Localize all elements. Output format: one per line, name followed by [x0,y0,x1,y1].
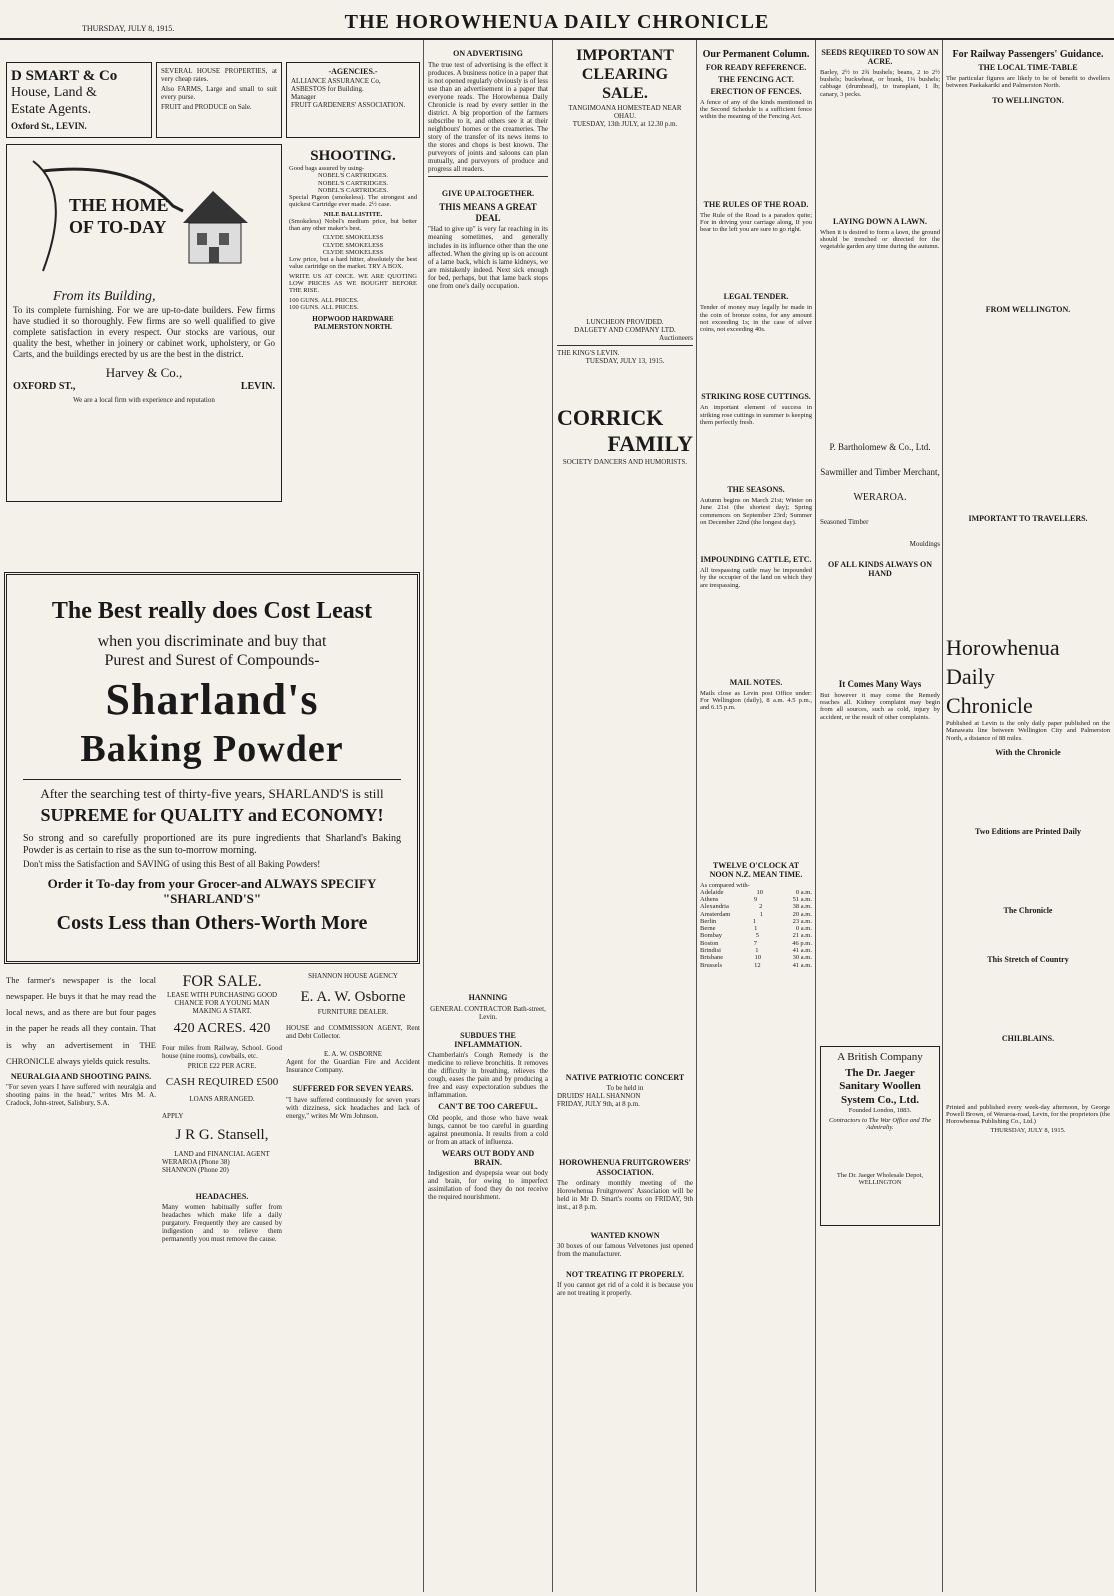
corrick-name-1: CORRICK [557,404,664,430]
shooting-line-3: NOBEL'S CARTRIDGES. [317,186,389,194]
time-row [700,962,812,969]
giveup-body: "Had to give up" is very far reaching in its meaning sometimes, and generally includes in its influence other than the one affected. When the giving up is on account of a lame back, which is lame kidneys, we are mistakenly indeed. Next sick enough for bed, perhaps, but that lame back stops one from one's daily occupation. [428,225,548,290]
railway-column [946,46,1110,1586]
smart-sub2: Estate Agents. [11,101,92,117]
railway-travellers: IMPORTANT TO TRAVELLERS. [968,514,1088,524]
sharlands-test: After the searching test of thirty-five years, SHARLAND'S is still [40,785,384,801]
time-cell: 23 a.m. [792,917,812,925]
home-address: OXFORD ST., [13,380,76,392]
neuralgia-head: NEURALGIA AND SHOOTING PAINS. [10,1071,152,1081]
time-cell: 1 [755,946,759,954]
time-cell: Berne [700,925,716,933]
bartholomew-weraroa: WERAROA. [853,491,907,503]
inflammation-head: SUBDUES THE INFLAMMATION. [454,1030,522,1049]
jaeger-depot: The Dr. Jaeger Wholesale Depot, WELLINGTON [836,1171,924,1186]
impounding-body: All trespassing cattle may be impounded by the occupier of the land on which they are trespassing. [700,567,812,589]
time-cell: 20 a.m. [792,910,812,918]
time-row [700,918,812,925]
home-subtitle: From its Building, [53,288,156,304]
time-cell: Bombay [700,932,723,940]
growers-body: The ordinary monthly meeting of the Horowhenua Fruitgrowers' Association will be held in Mr D. Smart's rooms on FRIDAY, 9th inst., at 8 p.m. [557,1178,693,1211]
shooting-line-11: WRITE US AT ONCE. WE ARE QUOTING LOW PRICES AS WE BOUGHT BEFORE THE RISE. [289,272,417,295]
forsale-acres: 420 ACRES. 420 [173,1021,271,1037]
shooting-line-7: CLYDE SMOKELESS [322,234,384,242]
chronicle-the: The Chronicle [1003,906,1053,916]
shooting-line-10: Low price, but a hard hitter, absolutely the best value cartridge on the market. TRY A BOX. [289,256,417,271]
time-cell: Brussels [700,961,723,969]
forsale-head: FOR SALE. [182,973,262,990]
clearing-auctioneers: Auctioneers [659,333,693,342]
inflammation-body: Chamberlain's Cough Remedy is the medicine to relieve bronchitis. It removes the difficulty in breathing, relieves the cough, eases the pain and by producing a free and easy expectoration subdues the inflammation. [428,1051,548,1100]
time-cell: 46 p.m. [792,939,812,947]
smart-address: Oxford St., LEVIN. [11,120,87,131]
seven-years-body: "I have suffered continuously for seven years with dizziness, sick headaches and lack of energy," writes Mr Wm Johnson. [286,1095,420,1120]
column-divider [942,40,943,1592]
seeds-column [820,46,940,1226]
time-cell: 7 [753,939,757,947]
time-row [700,947,812,954]
time-head: TWELVE O'CLOCK AT NOON N.Z. MEAN TIME. [709,860,803,879]
shooting-line-12: 100 GUNS. ALL PRICES. [289,296,359,304]
ways-article [820,676,940,996]
jaeger-company: The Dr. Jaeger Sanitary Woollen System Co., Ltd. [839,1067,921,1106]
shooting-line-9: CLYDE SMOKELESS [322,248,384,256]
smart-ad [6,62,152,138]
seeds-head: SEEDS REQUIRED TO SOW AN ACRE. [821,48,939,66]
newspaper-title: THE HOROWHENUA DAILY CHRONICLE [344,11,770,33]
forsale-loans: LOANS ARRANGED. [189,1095,255,1104]
masthead [0,0,1114,40]
chronicle-stretch: This Stretch of Country [987,955,1069,965]
properties-text-1: SEVERAL HOUSE PROPERTIES, at very cheap rates. [161,67,277,84]
properties-text-3: FRUIT and PRODUCE on Sale. [161,103,252,112]
newspaper-body: The farmer's newspaper is the local newspaper. He buys it that he may read the local news, and as there are but four pages in the paper he reads all they contain. That is why an advertisement in THE CHRONICLE always yields quick results. [6,975,156,1066]
time-row [700,903,812,910]
time-cell: 21 a.m. [792,932,812,940]
bartholomew-mouldings: Mouldings [909,539,940,548]
time-cell: 30 a.m. [792,954,812,962]
hanning-head: HANNING [468,993,508,1002]
sharlands-line-2: when you discriminate and buy that [97,632,327,650]
giveup-head: GIVE UP ALTOGETHER. [441,189,535,199]
clearing-luncheon: LUNCHEON PROVIDED. [586,317,664,326]
sharlands-product: Baking Powder [23,727,401,780]
time-cell: 9 [753,896,758,904]
time-cell: 1 [754,925,758,933]
remedy-column [428,990,548,1530]
home-title-2: OF TO-DAY [69,217,167,237]
railway-head: For Railway Passengers' Guidance. [952,49,1104,60]
time-cell: 1 [759,910,764,918]
shooting-head: SHOOTING. [310,148,396,164]
sharlands-order: Order it To-day from your Grocer-and ALWAYS SPECIFY "SHARLAND'S" [47,875,377,907]
road-body: The Rule of the Road is a paradox quite; For in driving your carriage along, If you bear to the left you are sure to go right. [700,211,812,234]
corrick-date: TUESDAY, JULY 13, 1915. [585,356,665,365]
wears-head: WEARS OUT BODY AND BRAIN. [441,1148,535,1167]
chronicle-chilblains: CHILBLAINS. [1001,1033,1055,1043]
railway-from-wellington: FROM WELLINGTON. [985,305,1071,315]
osborne-agency: SHANNON HOUSE AGENCY [308,972,398,980]
corrick-society: SOCIETY DANCERS AND HUMORISTS. [562,457,688,466]
railway-sub: THE LOCAL TIME-TABLE [978,63,1078,72]
corrick-name-2: FAMILY [607,431,693,457]
time-row [700,911,812,918]
time-row [700,925,812,932]
railway-body: The particular figures are likely to be of benefit to dwellers between Paekakariki and Palmerston North. [946,74,1110,90]
chronicle-imprint-date: THURSDAY, JULY 8, 1915. [990,1127,1066,1135]
seasons-body: Autumn begins on March 21st; Winter on June 21st (the shortest day); Spring commences on September 23rd; Summer on December 22nd (the longest day). [700,497,812,526]
time-cell: 41 a.m. [792,946,812,954]
column-divider [696,40,697,1592]
osborne-commission: HOUSE and COMMISSION AGENT, Rent and Debt Collector. [286,1024,420,1041]
lawn-body: When it is desired to form a lawn, the ground should be trenched or directed for the vegetable garden any time during the autumn. [820,228,940,251]
agencies-head: -AGENCIES.- [328,67,378,76]
reference-body: A fence of any of the kinds mentioned in the Second Schedule is a sufficient fence within the meaning of the Fencing Act. [700,98,812,121]
agencies-line-1: ALLIANCE ASSURANCE Co, [291,76,381,85]
shooting-line-4: Special Pigeon (smokeless). The strongest and quickest Cartridge ever made. 2½ case. [289,194,417,209]
clearing-date: TUESDAY, 13th JULY, at 12.30 p.m. [572,119,678,128]
home-tagline: We are a local firm with experience and reputation [73,395,215,404]
notproperly-body: If you cannot get rid of a cold it is because you are not treating it properly. [557,1281,693,1298]
time-row [700,954,812,961]
careful-body: Old people, and those who have weak lungs, cannot be too careful in guarding against pneumonia. It results from a cold or from an attack of influenza. [428,1113,548,1146]
agencies-line-4: FRUIT GARDENERS' ASSOCIATION. [291,100,406,109]
time-cell: 2 [759,903,763,911]
careful-head: CAN'T BE TOO CAREFUL. [438,1102,538,1112]
sharlands-supreme: SUPREME for QUALITY and ECONOMY! [40,805,384,826]
shooting-line-15: PALMERSTON NORTH. [314,323,392,332]
home-of-today-ad [6,144,282,502]
seven-years-head: SUFFERED FOR SEVEN YEARS. [292,1084,414,1094]
sharlands-brand: Sharland's [105,675,319,725]
forsale-agent: LAND and FINANCIAL AGENT [174,1149,270,1158]
time-cell: 0 a.m. [795,925,812,933]
notices-column [557,1070,693,1570]
time-row [700,889,812,896]
sharlands-ad [4,572,420,964]
shooting-line-14: HOPWOOD HARDWARE [312,315,394,324]
sharlands-strong: So strong and so carefully proportioned are its pure ingredients that Sharland's Baking Powder is as certain to rise as the sun to-morrow morning. [23,832,401,856]
osborne-guardian: Agent for the Guardian Fire and Accident Insurance Company. [286,1058,420,1075]
time-table [700,889,812,969]
shooting-line-13: 100 GUNS. ALL PRICES. [289,303,359,311]
jaeger-founded: Founded London, 1883. [848,1106,912,1114]
sharlands-saving: Don't miss the Satisfaction and SAVING of using this Best of all Baking Powders! [23,858,321,869]
time-cell: Boston [700,939,719,947]
wanted-body: 30 boxes of our famous Velvetones just opened from the manufacturer. [557,1242,693,1259]
agencies-line-3: Manager [291,92,316,101]
reference-sub: FOR READY REFERENCE. [705,63,807,72]
smart-name: D SMART & Co [11,68,118,84]
chronicle-editions: Two Editions are Printed Daily [975,827,1081,837]
time-cell: 10 [756,888,763,896]
forsale-line-1: LEASE WITH PURCHASING GOOD CHANCE FOR A YOUNG MAN MAKING A START. [166,991,278,1016]
ways-head: It Comes Many Ways [838,679,922,689]
growers-head: HOROWHENUA FRUITGROWERS' ASSOCIATION. [559,1158,691,1177]
hanning-sub: GENERAL CONTRACTOR Bath-street, Levin. [430,1004,546,1021]
lawn-head: LAYING DOWN A LAWN. [833,216,927,226]
bartholomew-kinds: OF ALL KINDS ALWAYS ON HAND [827,559,933,579]
osborne-dealer: FURNITURE DEALER. [317,1008,389,1017]
time-cell: 51 a.m. [792,896,812,904]
corrick-venue: THE KING'S LEVIN. [557,348,620,357]
chronicle-with: With the Chronicle [995,747,1061,757]
jaeger-british: A British Company [837,1051,923,1063]
seeds-body: Barley, 2½ to 2¾ bushels; beans, 2 to 2½ bushels; buckwheat, or brank, 1¼ bushels; cabbage (drumhead), to transplant, 1 lb; canary, 3 pecks. [820,68,940,98]
forsale-firm: J R G. Stansell, [175,1126,269,1143]
time-cell: Brindisi [700,946,721,954]
shooting-line-6: (Smokeless) Nobel's medium price, but better than any other maker's best. [289,217,417,233]
sharlands-costs: Costs Less than Others-Worth More [56,911,368,934]
time-cell: 1 [752,917,757,925]
advertising-head: ON ADVERTISING [453,49,523,58]
time-cell: Adelaide [700,888,724,896]
jaeger-contractors: Contractors to The War Office and The Admiralty. [829,1117,931,1132]
reference-erection: ERECTION OF FENCES. [710,86,802,96]
mail-body: Mails close as Levin post Office under: For Wellington (daily), 8 a.m. 4.5 p.m., and 6.15 p.m. [700,689,812,712]
time-cell: 12 [754,961,761,969]
forsale-line-2: Four miles from Railway, School. Good house (nine rooms), cowbails, etc. [162,1044,282,1061]
home-firm: Harvey & Co., [105,365,183,381]
time-sub: As compared with- [700,881,750,889]
forsale-apply: APPLY [162,1111,184,1120]
time-row [700,932,812,939]
reference-head: Our Permanent Column. [702,49,810,60]
column-divider [423,40,424,1592]
properties-ad [156,62,282,138]
advertising-column [428,46,548,586]
forsale-weraroa: WERAROA (Phone 38) [162,1157,230,1166]
properties-text-2: Also FARMS, Large and small to suit every purse. [161,85,277,102]
newspaper-article [6,972,156,1312]
shooting-line-1: NOBEL'S CARTRIDGES. [317,172,389,180]
sharlands-headline: The Best really does Cost Least [51,598,373,624]
time-cell: Brisbane [700,954,724,962]
forsale-shannon: SHANNON (Phone 20) [162,1165,229,1174]
patriotic-head: NATIVE PATRIOTIC CONCERT [565,1073,685,1082]
time-cell: 38 a.m. [792,903,812,911]
clearing-head: IMPORTANT CLEARING SALE. [576,47,674,103]
road-head: THE RULES OF THE ROAD. [703,199,809,209]
clearing-company: DALGETY AND COMPANY LTD. [574,325,676,334]
column-divider [815,40,816,1592]
headaches-body: Many women habitually suffer from headaches which make life a daily purgatory. Frequently they are caused by indigestion and to relieve them permanently you must remove the cause. [162,1203,282,1244]
time-row [700,940,812,947]
chronicle-name-3: Chronicle [946,692,1033,718]
shooting-line-5: NILE BALLISTITE. [323,210,383,218]
bartholomew-timber: Seasoned Timber [820,517,869,526]
cuttings-body: An important element of success in striking rose cuttings in summer is keeping them perfectly fresh. [700,404,812,426]
time-cell: 5 [755,932,759,940]
seasons-head: THE SEASONS. [727,485,785,495]
time-row [700,896,812,903]
headaches-head: HEADACHES. [195,1191,249,1201]
forsale-price: PRICE £22 PER ACRE. [187,1062,257,1071]
time-cell: 41 a.m. [792,961,812,969]
shooting-ad [286,144,420,504]
clearing-sale-column [557,46,693,606]
chronicle-name-2: Daily [946,663,995,689]
time-cell: 10 [754,954,762,962]
home-title-1: THE HOME [69,195,169,215]
osborne-name-2: E. A. W. OSBORNE [324,1050,382,1059]
forsale-cash: CASH REQUIRED £500 [165,1076,279,1089]
time-cell: 0 a.m. [795,888,812,896]
patriotic-line-3: FRIDAY, JULY 9th, at 8 p.m. [557,1100,640,1109]
agencies-ad [286,62,420,138]
column-divider [552,40,553,1592]
giveup-sub: THIS MEANS A GREAT DEAL [439,201,537,223]
tender-body: Tender of money may legally be made in the coin of bronze coins, for any amount not exceeding 1s; in the case of silver coins, not exceeding 40s. [700,304,812,334]
chronicle-name-1: Horowhenua [946,635,1060,661]
time-cell: Athens [700,896,719,904]
smart-sub1: House, Land & [11,85,97,100]
osborne-ad [286,972,420,1272]
reference-fencing: THE FENCING ACT. [718,74,794,84]
chronicle-body: Published at Levin is the only daily paper published on the Manawatu line between Wellington City and Palmerston North, a distance of 88 miles. [946,720,1110,742]
agencies-line-2: ASBESTOS for Building. [291,84,364,93]
wears-body: Indigestion and dyspepsia wear out body and brain, for owing to imperfect assimilation of food they do not receive the required nourishment. [428,1169,548,1202]
home-town: LEVIN. [240,380,275,392]
shooting-line-2: NOBEL'S CARTRIDGES. [317,179,389,187]
patriotic-line-2: DRUIDS' HALL SHANNON [557,1092,641,1101]
time-cell: Amsterdam [700,910,731,918]
cuttings-head: STRIKING ROSE CUTTINGS. [701,392,811,402]
osborne-name: E. A. W. Osborne [300,989,406,1006]
forsale-ad [162,972,282,1432]
notproperly-head: NOT TREATING IT PROPERLY. [566,1270,684,1280]
ways-body: But however it may come the Remedy reaches all. Kidney complaint may begin from all sources, such as cold, injury by accident, or the result of other complaints. [820,691,940,721]
shooting-line-8: CLYDE SMOKELESS [322,241,384,249]
bartholomew-role: Sawmiller and Timber Merchant, [820,466,940,477]
patriotic-line-1: To be held in [606,1084,644,1093]
reference-column [700,46,812,1226]
masthead-rule [0,38,1114,40]
bartholomew-name: P. Bartholomew & Co., Ltd. [829,442,931,452]
shooting-intro: Good bags assured by using- [289,165,365,172]
neuralgia-body: "For seven years I have suffered with neuralgia and shooting pains in the head," writes Mrs M. A. Cradock, John-street, Salisbury, S.A. [6,1083,156,1108]
jaeger-ad [820,1046,940,1226]
issue-date: THURSDAY, JULY 8, 1915. [82,24,175,33]
wanted-head: WANTED KNOWN [590,1230,660,1240]
mail-head: MAIL NOTES. [729,677,783,687]
advertising-body: The true test of advertising is the effect it produces. A business notice in a paper that is not opened regularly obviously is of less use than an advertisement in a paper that everyone reads. The Horowhenua Daily Chronicle is read by every settler in the district. A big proportion of the farmers subscribe to it, and others see it at their neighbours' homes or the creameries. The story of the transfer of its news items to the stores and chops is best known. The purveyors of joints and saloons can plan mutually, and purveyors of produce and progress all readers. [428,60,548,174]
time-cell: Berlin [700,917,717,925]
home-body: To its complete furnishing. For we are up-to-date builders. Few firms have studied it so thoroughly. Few firms are so well qualified to give complete satisfaction in every respect. Our stocks are various, our quality the best, whether in joinery or cabinet work, upholstery, or Go Carts, and the buildings erected by us are the best in the district. [13,305,275,359]
chronicle-imprint: Printed and published every week-day afternoon, by George Powell Brown, of Weraroa-road, Levin, for the proprietors (the Horowhenua Publishing Co., Ltd.) [946,1103,1110,1126]
time-cell: Alexandria [700,903,729,911]
clearing-location: TANGIMOANA HOMESTEAD NEAR OHAU. [568,103,682,120]
tender-head: LEGAL TENDER. [723,292,789,302]
bartholomew-ad [820,442,940,672]
railway-to-wellington: TO WELLINGTON. [992,96,1064,106]
impounding-head: IMPOUNDING CATTLE, ETC. [700,555,812,565]
sharlands-line-3: Purest and Surest of Compounds- [104,651,320,669]
